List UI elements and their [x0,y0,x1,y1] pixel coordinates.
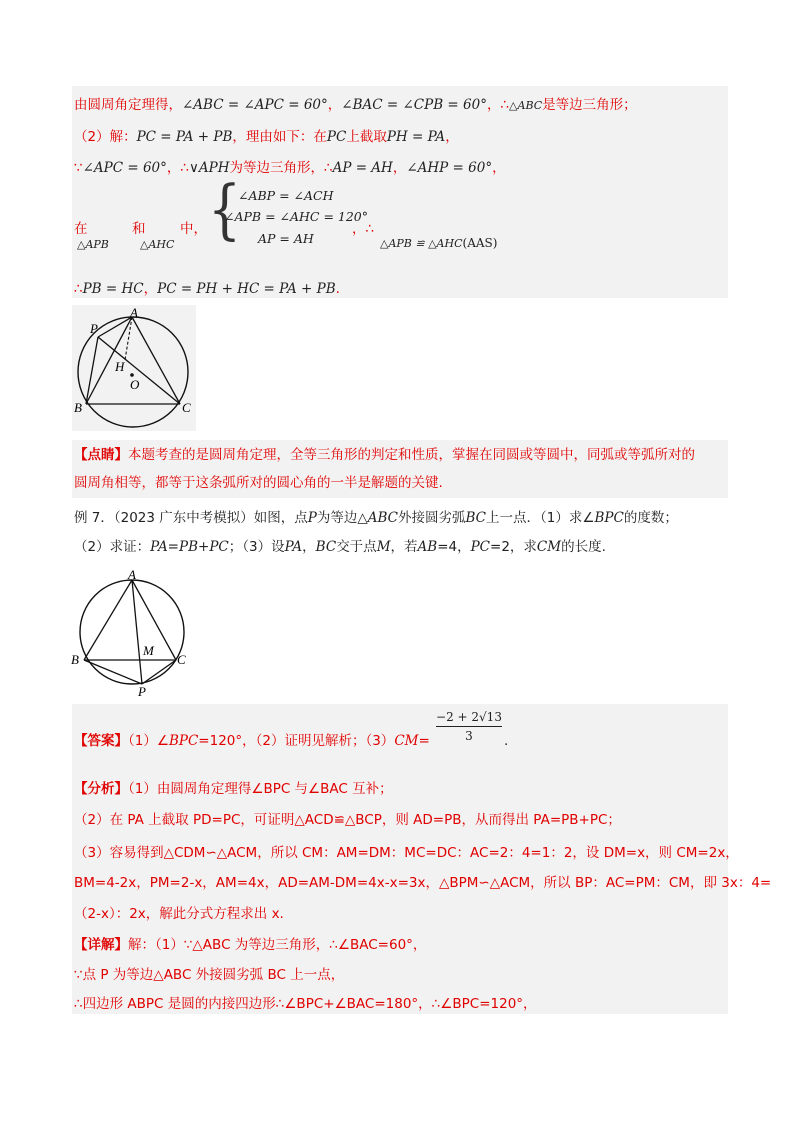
analysis-line-5: （2-x）：2x，解此分式方程求出 x. [74,906,284,922]
system-line-2: ∠APB = ∠AHC = 120° [224,209,369,224]
prev-line-4-zai: 在 [74,221,88,237]
prev-line-4-he: 和 [132,221,146,237]
answer-end: . [504,733,509,749]
fraction-bar [436,726,502,727]
fig1-label-o: O [130,377,140,392]
fig2-label-a: A [128,568,136,582]
prev-line-2: （2）解：PC = PA + PB，理由如下：在PC上截取PH = PA， [74,129,459,145]
analysis-line-3: （3）容易得到△CDM∽△ACM，所以 CM：AM=DM：MC=DC：AC=2：4=1：2，设 DM=x，则 CM=2x， [74,845,739,861]
congruence-conclusion: △APB ≌ △AHC(AAS) [380,236,498,250]
fig1-label-a: A [130,305,138,320]
example-line-2: （2）求证：PA=PB+PC；（3）设PA，BC交于点M，若AB=4，PC=2，求CM的长度. [74,539,606,555]
comment-line-1: 【点睛】本题考查的是圆周角定理，全等三角形的判定和性质，掌握在同圆或等圆中，同弧或等弧所对的 [74,447,695,463]
fig2-label-p: P [138,684,146,698]
fig1-label-h: H [115,359,125,374]
system-line-1: ∠ABP = ∠ACH [238,188,334,203]
analysis-line-2: （2）在 PA 上截取 PD=PC，可证明△ACD≌△BCP，则 AD=PB，从而得出 PA=PB+PC； [74,812,621,828]
comment-line-2: 圆周角相等，都等于这条弧所对的圆心角的一半是解题的关键. [74,475,443,491]
detail-line-1: 【详解】解：（1）∵△ABC 为等边三角形，∴∠BAC=60°， [74,937,427,953]
detail-line-3: ∴四边形 ABPC 是圆的内接四边形∴∠BPC+∠BAC=180°，∴∠BPC=120°， [74,996,537,1012]
system-line-3: AP = AH [258,231,314,246]
analysis-line-4: BM=4-2x，PM=2-x，AM=4x，AD=AM-DM=4x-x=3x，△BPM∽△ACM，所以 BP：AC=PM：CM，即 3x：4= [74,875,772,891]
prev-line-4-after: ，∴ [352,221,375,237]
answer-fraction-denominator: 3 [465,729,473,743]
prev-line-3: ∵∠APC = 60°，∴∨APH为等边三角形，∴AP = AH，∠AHP = 60°， [74,160,506,176]
fig2-label-c: C [177,652,186,667]
fig2-label-b: B [71,652,79,667]
fig1-label-c: C [182,400,191,415]
prev-line-5: ∴PB = HC，PC = PH + HC = PA + PB. [74,281,340,297]
solution-continuation-block [72,86,728,298]
figure-2-circle-diagram [70,568,192,698]
fig1-label-p: P [90,321,98,336]
system-brace: { [208,172,242,248]
fig2-label-m: M [143,643,154,658]
triangle-apb-label: △APB [77,238,109,251]
figure-1-circle-diagram [72,305,196,431]
detail-line-2: ∵点 P 为等边△ABC 外接圆劣弧 BC 上一点， [74,967,345,983]
answer-line: 【答案】（1）∠BPC=120°，（2）证明见解析；（3）CM= [74,733,430,749]
answer-fraction-numerator: −2 + 2√13 [436,710,502,724]
prev-line-1: 由圆周角定理得，∠ABC = ∠APC = 60°，∠BAC = ∠CPB = 60°，∴△ABC是等边三角形； [74,97,637,113]
example-line-1: 例 7．（2023 广东中考模拟）如图，点P为等边△ABC外接圆劣弧BC上一点．（1）求∠BPC的度数； [74,510,678,526]
analysis-line-1: 【分析】（1）由圆周角定理得∠BPC 与∠BAC 互补； [74,781,393,797]
triangle-ahc-label: △AHC [140,238,175,251]
fig1-label-b: B [74,400,82,415]
prev-line-4-zhong: 中， [180,221,207,237]
answer-fraction [436,710,502,743]
